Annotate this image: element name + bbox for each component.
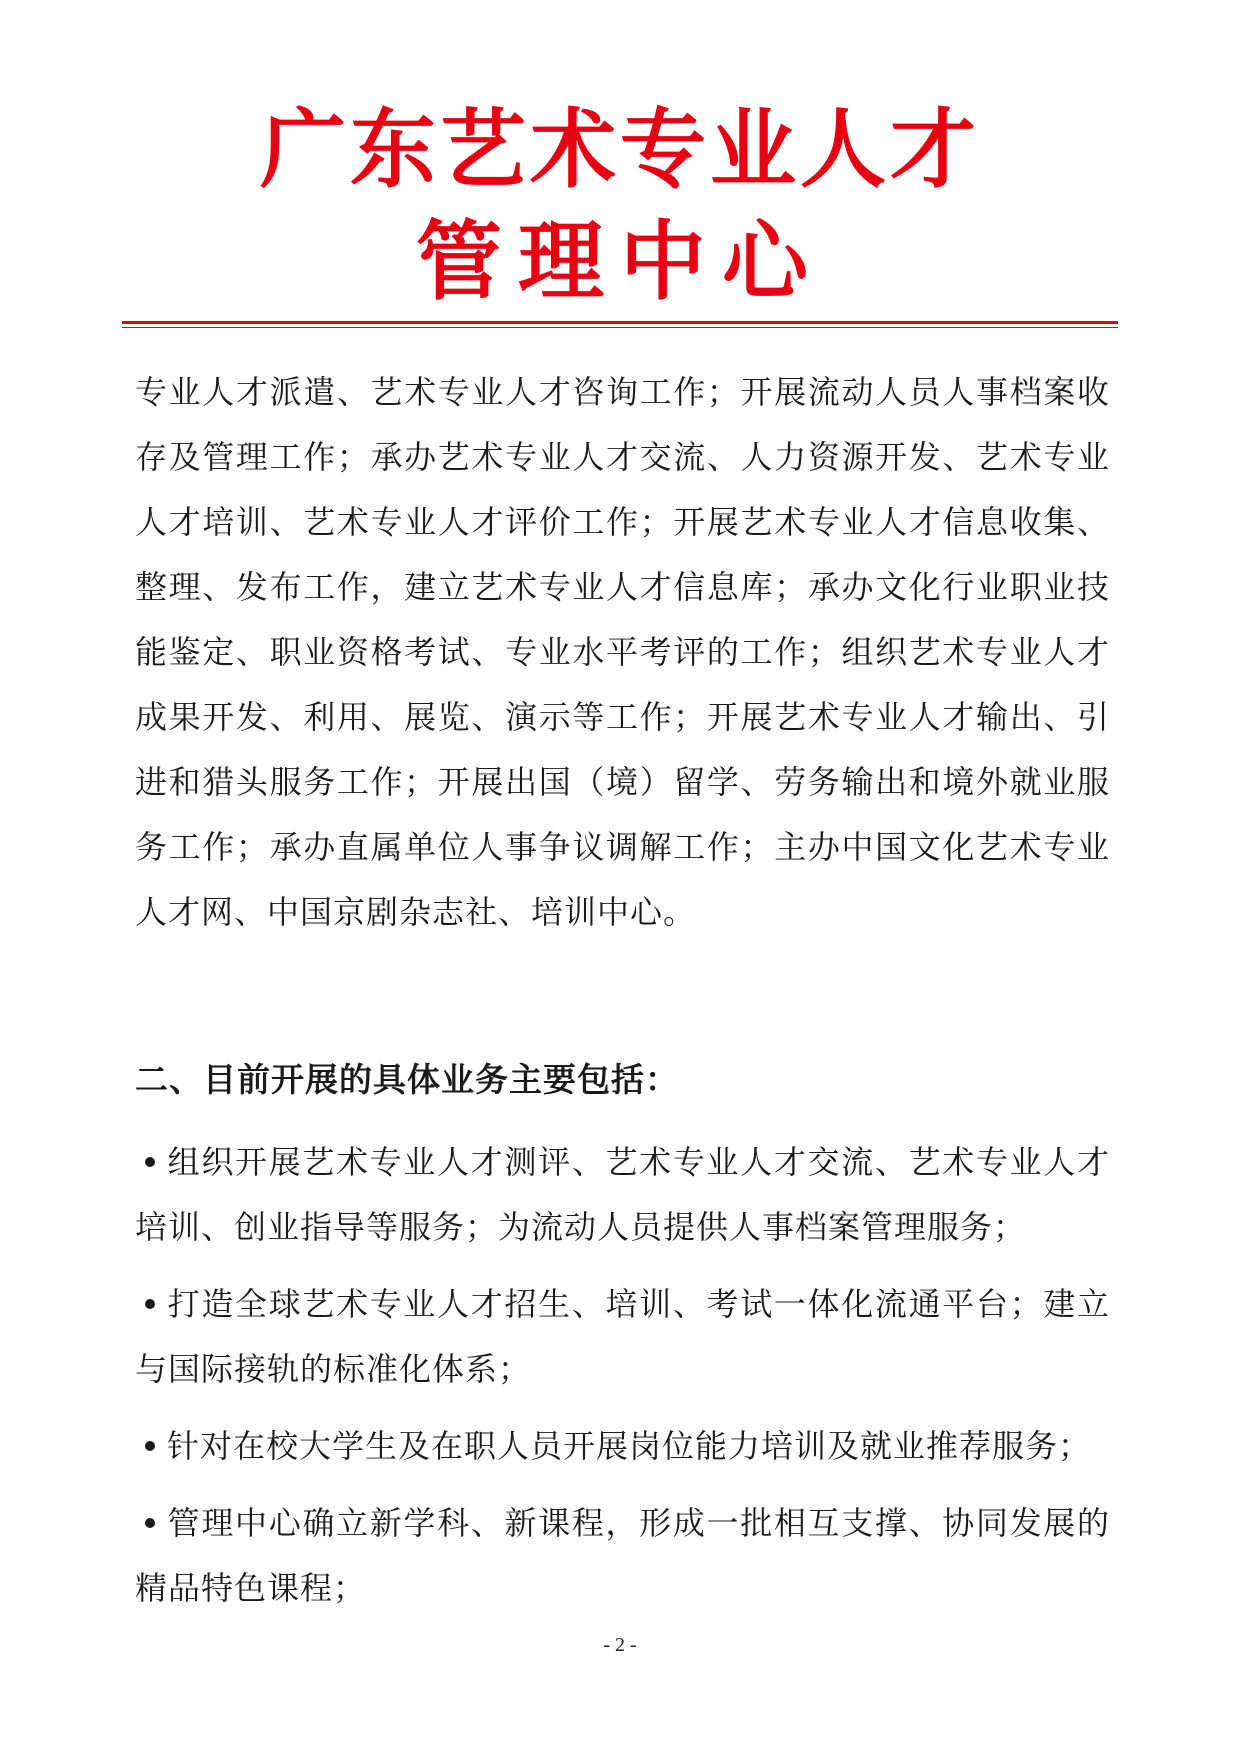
list-item <box>135 1272 1110 1402</box>
business-list <box>135 1130 1110 1633</box>
list-item-text: 管理中心确立新学科、新课程，形成一批相互支撑、协同发展的精品特色课程； <box>135 1504 1110 1607</box>
list-item <box>135 1130 1110 1260</box>
bullet-icon <box>145 1299 155 1309</box>
bullet-icon <box>145 1441 155 1451</box>
bullet-icon <box>145 1157 155 1167</box>
section-heading: 二、目前开展的具体业务主要包括： <box>135 1060 679 1099</box>
header-title-line2: 管理中心 <box>416 211 824 312</box>
list-item-text: 针对在校大学生及在职人员开展岗位能力培训及就业推荐服务； <box>167 1427 1092 1465</box>
bullet-icon <box>145 1518 155 1528</box>
document-header <box>0 95 1240 317</box>
document-body <box>135 360 1110 945</box>
list-item <box>135 1491 1110 1621</box>
header-divider-thin <box>122 327 1118 328</box>
list-item-text: 组织开展艺术专业人才测评、艺术专业人才交流、艺术专业人才培训、创业指导等服务；为流动人员提供人事档案管理服务； <box>135 1143 1110 1246</box>
header-title-line1: 广东艺术专业人才 <box>260 99 980 200</box>
intro-paragraph: 专业人才派遣、艺术专业人才咨询工作；开展流动人员人事档案收存及管理工作；承办艺术专业人才交流、人力资源开发、艺术专业人才培训、艺术专业人才评价工作；开展艺术专业人才信息收集、整理、发布工作，建立艺术专业人才信息库；承办文化行业职业技能鉴定、职业资格考试、专业水平考评的工作；组织艺术专业人才成果开发、利用、展览、演示等工作；开展艺术专业人才输出、引进和猎头服务工作；开展出国（境）留学、劳务输出和境外就业服务工作；承办直属单位人事争议调解工作；主办中国文化艺术专业人才网、中国京剧杂志社、培训中心。 <box>135 373 1110 931</box>
header-divider-thick <box>122 321 1118 324</box>
list-item-text: 打造全球艺术专业人才招生、培训、考试一体化流通平台；建立与国际接轨的标准化体系； <box>135 1285 1110 1388</box>
list-item <box>135 1414 1110 1479</box>
page-number: - 2 - <box>603 1634 637 1656</box>
